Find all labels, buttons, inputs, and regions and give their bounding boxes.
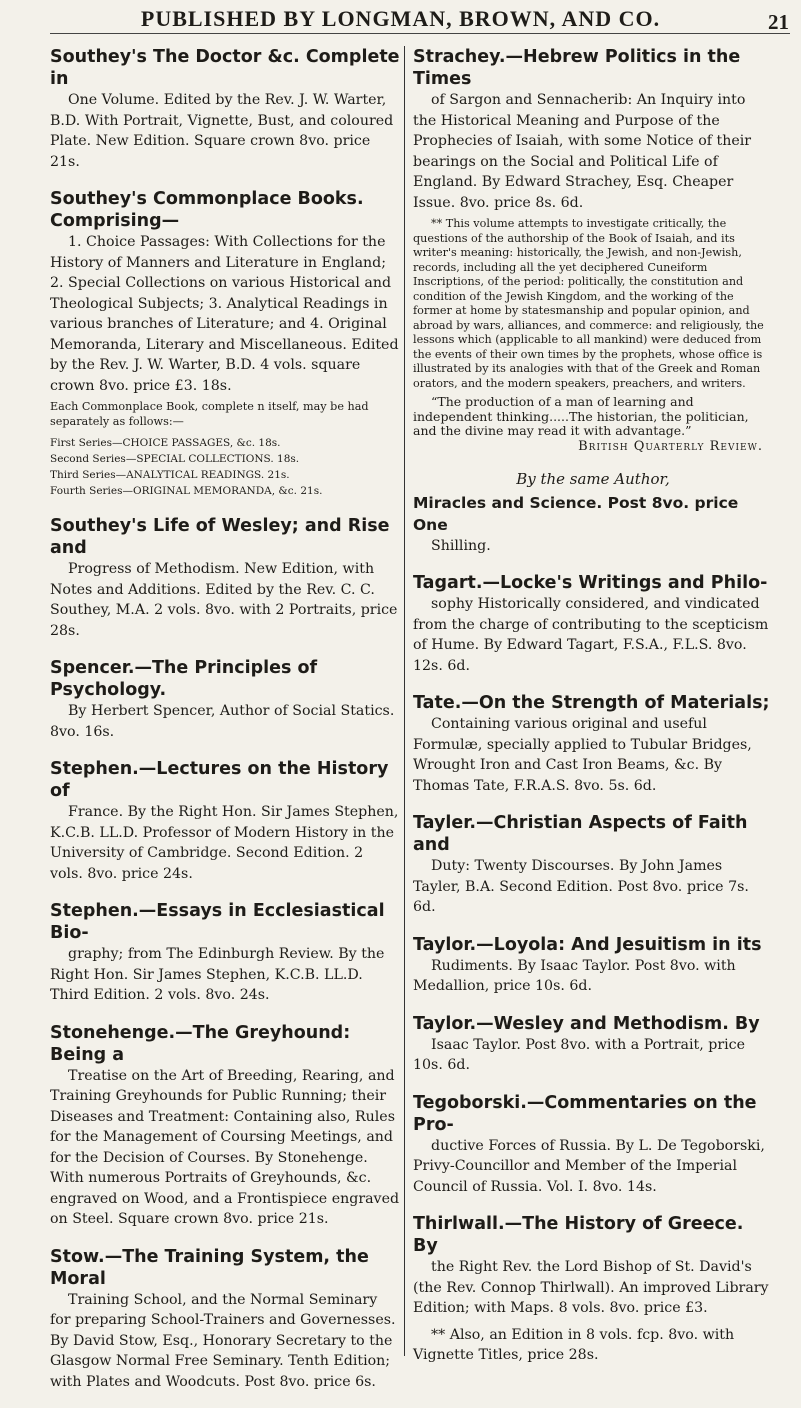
listing-entry (50, 188, 400, 499)
entry-title: Strachey.—Hebrew Politics in the Times (413, 47, 741, 89)
entry-body: Containing various original and useful Formulæ, specially applied to Tubular Bridges, Wrought Iron and Cast Iron Beams, &c. By Thomas Tate, F.R.A.S. 8vo. 5s. 6d. (413, 716, 752, 794)
review-source: British Quarterly Review. (578, 438, 763, 454)
entry-title: Stephen.—Essays in Ecclesiastical Bio- (50, 901, 385, 943)
entry-note: Each Commonplace Book, complete n itself, may be had separately as follows:— (50, 400, 369, 428)
entry-body: Isaac Taylor. Post 8vo. with a Portrait, price 10s. 6d. (413, 1036, 746, 1073)
entry-title: Taylor.—Wesley and Methodism. By (413, 1013, 760, 1034)
page-header (0, 2, 801, 32)
publisher-line: PUBLISHED BY LONGMAN, BROWN, AND CO. (140, 6, 661, 31)
listing-entry (50, 1246, 400, 1393)
listing-entry (413, 46, 773, 454)
listing-entry (50, 515, 400, 641)
entry-body: France. By the Right Hon. Sir James Stephen, K.C.B. LL.D. Professor of Modern History in the University of Cambridge. Second Edition. 2 vols. 8vo. price 24s. (50, 804, 399, 882)
listing-entry (50, 46, 400, 172)
entry-title: Stephen.—Lectures on the History of (50, 759, 389, 801)
entry-body: sophy Historically considered, and vindicated from the charge of contributing to the scepticism of Hume. By Edward Tagart, F.S.A., F.L.S. 8vo. 12s. 6d. (413, 596, 769, 674)
listing-entry (50, 900, 400, 1006)
left-column (50, 46, 400, 1408)
entry-title: Stow.—The Training System, the Moral (50, 1246, 369, 1289)
entry-body: ductive Forces of Russia. By L. De Tegoborski, Privy-Councillor and Member of the Imperial Council of Russia. Vol. I. 8vo. 14s. (413, 1137, 765, 1195)
entry-note: ** This volume attempts to investigate critically, the questions of the authorship of the Book of Isaiah, and its writer's meaning: historically, the Jewish, and non-Jewish, records, including all the yet deciphered Cuneiform Inscriptions, of the period: politically, the constitution and condition of the Jewish Kingdom, and the working of the former at home by statesmanship and popular opinion, and abroad by wars, alliances, and commerce: and religiously, the lessons which (applicable to all mankind) were deduced from the events of their own times by the prophets, whose office is illustrated by its analogies with that of the Greek and Roman orators, and the modern speakers, preachers, and writers. (413, 217, 764, 390)
entry-body: Duty: Twenty Discourses. By John James Tayler, B.A. Second Edition. Post 8vo. price 7s. 6d. (413, 858, 749, 915)
entry-body: Treatise on the Art of Breeding, Rearing, and Training Greyhounds for Public Running; their Diseases and Treatment: Containing also, Rules for the Management of Coursing Meetings, and for the Decision of Courses. By Stonehenge. With numerous Portraits of Greyhounds, &c. engraved on Wood, and a Frontispiece engraved on Steel. Square crown 8vo. price 21s. (50, 1067, 400, 1227)
entry-subtitle: By the same Author, (516, 469, 670, 488)
page-number: 21 (768, 10, 789, 34)
entry-title: Southey's The Doctor &c. Complete in (50, 47, 400, 89)
listing-entry (413, 812, 773, 918)
listing-entry (413, 1092, 773, 1198)
entry-title: Miracles and Science. Post 8vo. price One (413, 493, 739, 534)
entry-body: graphy; from The Edinburgh Review. By the Right Hon. Sir James Stephen, K.C.B. LL.D. Third Edition. 2 vols. 8vo. 24s. (50, 946, 385, 1003)
listing-entry (413, 934, 773, 997)
series-item: Second Series—SPECIAL COLLECTIONS. 18s. (50, 453, 300, 465)
listing-entry (413, 1213, 773, 1366)
entry-body: of Sargon and Sennacherib: An Inquiry into the Historical Meaning and Purpose of the Prophecies of Isaiah, with some Notice of their bearings on the Social and Political Life of England. By Edward Strachey, Esq. Cheaper Issue. 8vo. price 8s. 6d. (413, 92, 752, 211)
entry-title: Thirlwall.—The History of Greece. By (413, 1214, 744, 1256)
entry-body: Shilling. (431, 537, 491, 554)
entry-note: ** Also, an Edition in 8 vols. fcp. 8vo. with Vignette Titles, price 28s. (413, 1326, 735, 1363)
series-item: Fourth Series—ORIGINAL MEMORANDA, &c. 21s. (50, 485, 323, 497)
series-item: First Series—CHOICE PASSAGES, &c. 18s. (50, 437, 281, 449)
series-list (50, 435, 400, 499)
right-column (413, 46, 773, 1382)
entry-body: One Volume. Edited by the Rev. J. W. Warter, B.D. With Portrait, Vignette, Bust, and coloured Plate. New Edition. Square crown 8vo. price 21s. (50, 92, 394, 170)
entry-body: the Right Rev. the Lord Bishop of St. David's (the Rev. Connop Thirlwall). An improved Library Edition; with Maps. 8 vols. 8vo. price £3. (413, 1259, 769, 1316)
listing-entry (50, 758, 400, 884)
listing-entry (413, 692, 773, 796)
entry-title: Tegoborski.—Commentaries on the Pro- (413, 1092, 757, 1135)
entry-title: Tagart.—Locke's Writings and Philo- (413, 573, 768, 593)
listing-entry (50, 657, 400, 742)
entry-title: Stonehenge.—The Greyhound: Being a (50, 1022, 351, 1065)
review-quote: “The production of a man of learning and independent thinking.....The historian, the politician, and the divine may read it with advantage.” (413, 394, 749, 438)
listing-entry (50, 1022, 400, 1230)
entry-title: Southey's Commonplace Books. Comprising— (50, 189, 364, 231)
entry-title: Tate.—On the Strength of Materials; (413, 693, 770, 713)
column-divider (404, 46, 405, 1356)
entry-title: Spencer.—The Principles of Psychology. (50, 658, 318, 700)
listing-entry (413, 572, 773, 676)
entry-title: Southey's Life of Wesley; and Rise and (50, 516, 390, 558)
series-item: Third Series—ANALYTICAL READINGS. 21s. (50, 469, 290, 481)
listing-entry (413, 1013, 773, 1076)
header-rule (50, 33, 790, 34)
entry-body: 1. Choice Passages: With Collections for the History of Manners and Literature in England; 2. Special Collections on various Historical and Theological Subjects; 3. Analytical Readings in various branches of Literature; and 4. Original Memoranda, Literary and Miscellaneous. Edited by the Rev. J. W. Warter, B.D. 4 vols. square crown 8vo. price £3. 18s. (50, 234, 399, 394)
entry-body: Rudiments. By Isaac Taylor. Post 8vo. with Medallion, price 10s. 6d. (413, 957, 736, 994)
entry-body: Progress of Methodism. New Edition, with Notes and Additions. Edited by the Rev. C. C. Southey, M.A. 2 vols. 8vo. with 2 Portraits, price 28s. (50, 561, 398, 639)
entry-title: Tayler.—Christian Aspects of Faith and (413, 813, 748, 855)
listing-entry (413, 470, 773, 557)
entry-title: Taylor.—Loyola: And Jesuitism in its (413, 934, 762, 955)
entry-body: Training School, and the Normal Seminary for preparing School-Trainers and Governesses. By David Stow, Esq., Honorary Secretary to the Glasgow Normal Free Seminary. Tenth Edition; with Plates and Woodcuts. Post 8vo. price 6s. (50, 1291, 396, 1390)
entry-body: By Herbert Spencer, Author of Social Statics. 8vo. 16s. (50, 703, 395, 740)
